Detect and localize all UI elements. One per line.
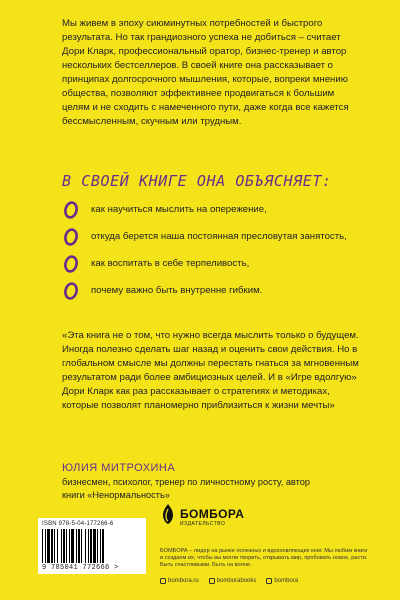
publisher-logo bbox=[160, 503, 244, 527]
bullet-item bbox=[62, 200, 362, 220]
bullet-list bbox=[62, 200, 362, 308]
social-link[interactable] bbox=[266, 578, 298, 584]
section-headline: В СВОЕЙ КНИГЕ ОНА ОБЪЯСНЯЕТ: bbox=[62, 172, 332, 190]
social-label: bombora bbox=[274, 578, 299, 584]
review-quote: «Эта книга не о том, что нужно всегда мыслить только о будущем. Иногда полезно сделать шаг назад и оценить свои действия. Но в глобальном смысле мы должны перестать гнаться за мгновенным результатом ради более амбициозных целей. И в «Игре вдолгую» Дори Кларк как раз рассказывает о стратегиях и методиках, которые позволят планомерно приблизиться к жизни мечты» bbox=[62, 330, 359, 411]
social-icon bbox=[266, 578, 272, 584]
social-link[interactable] bbox=[160, 578, 199, 584]
bullet-item bbox=[62, 254, 362, 274]
bullet-text: как научиться мыслить на опережение, bbox=[91, 204, 267, 215]
web-icon bbox=[160, 578, 166, 584]
circle-bullet-icon bbox=[62, 200, 79, 220]
circle-bullet-icon bbox=[62, 227, 79, 247]
social-label: bomborabooks bbox=[216, 578, 257, 584]
bullet-item bbox=[62, 281, 362, 301]
bullet-item bbox=[62, 227, 362, 247]
quote-author-role: бизнесмен, психолог, тренер по личностному росту, автор книги «Ненормальность» bbox=[62, 477, 310, 500]
social-link[interactable] bbox=[209, 578, 257, 584]
bombora-logo-icon bbox=[160, 503, 176, 525]
publisher-name: БОМБОРА bbox=[180, 507, 245, 521]
bullet-text: почему важно быть внутренне гибким. bbox=[91, 285, 263, 296]
barcode-bars bbox=[42, 529, 142, 563]
circle-bullet-icon bbox=[62, 254, 79, 274]
bullet-text: откуда берется наша постоянная пресловутая занятость, bbox=[91, 231, 347, 242]
quote-author-name: ЮЛИЯ МИТРОХИНА bbox=[62, 462, 176, 474]
intro-paragraph: Мы живем в эпоху сиюминутных потребностей и быстрого результата. Но так грандиозного успеха не добиться – считает Дори Кларк, профессиональный оратор, бизнес-тренер и автор нескольких бестселлеров. В своей книге она рассказывает о принципах долгосрочного мышления, которые, вопреки мнению общества, позволяют эффективнее продвигаться к большим целям и не сходить с намеченного пути, даже когда все кажется бессмысленным, скучным или трудным. bbox=[62, 18, 349, 127]
isbn-number: ISBN 978-5-04-177266-6 bbox=[42, 521, 114, 527]
barcode bbox=[38, 518, 146, 574]
publisher-subtitle: ИЗДАТЕЛЬСТВО bbox=[180, 521, 226, 527]
circle-bullet-icon bbox=[62, 281, 79, 301]
ean-number: 9 785041 772666 > bbox=[42, 564, 119, 572]
bullet-text: как воспитать в себе терпеливость, bbox=[91, 258, 250, 269]
publisher-blurb: БОМБОРА – лидер на рынке полезных и вдохновляющих книг. Мы любим книги и создаем их, чтобы вы могли творить, открывать мир, пробовать новое, расти. Быть счастливыми. Быть на волне. bbox=[160, 548, 368, 568]
social-label: bombora.ru bbox=[168, 578, 199, 584]
publisher-socials bbox=[160, 578, 298, 584]
social-icon bbox=[209, 578, 215, 584]
barcode-bar bbox=[104, 529, 105, 563]
